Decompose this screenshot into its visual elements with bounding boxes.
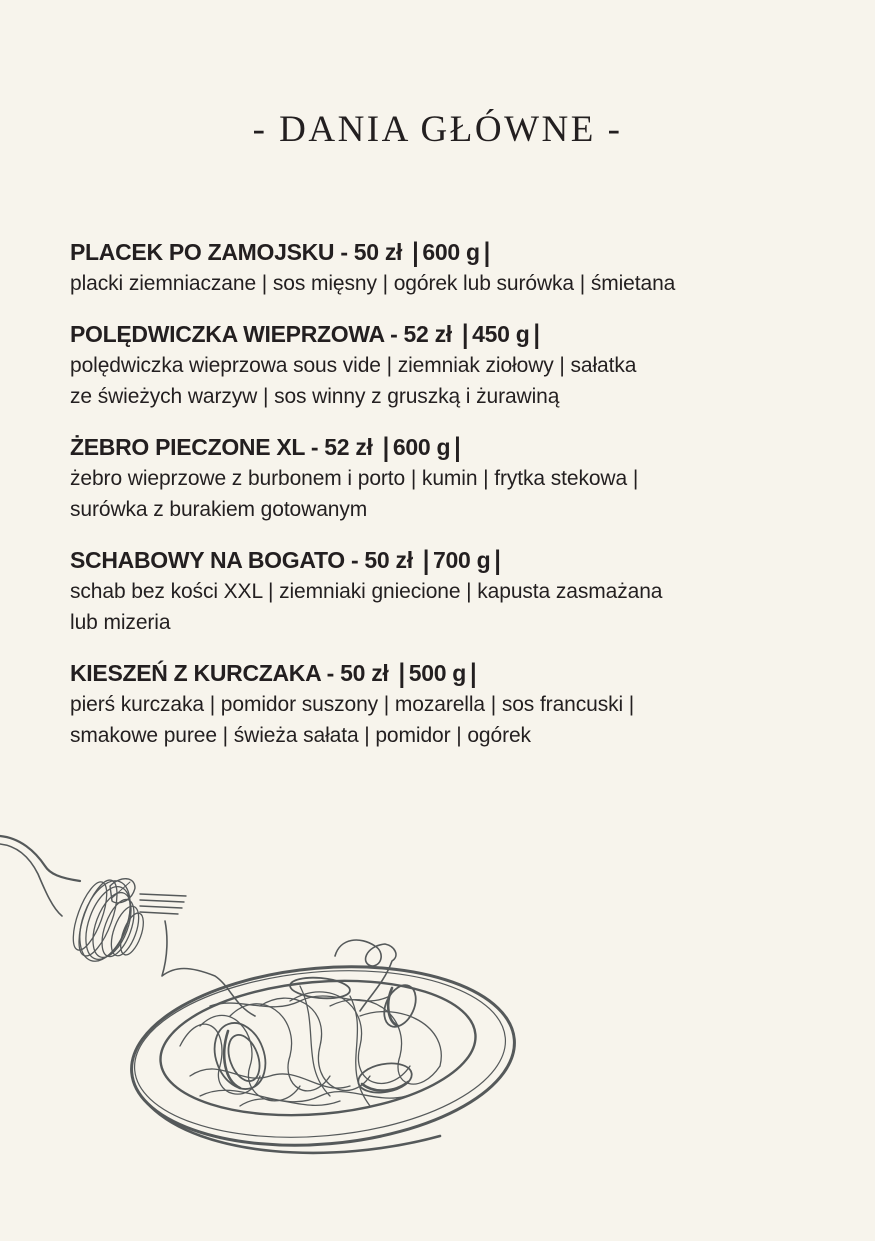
- dish-description-line: surówka z burakiem gotowanym: [70, 498, 368, 521]
- dash-separator: -: [383, 320, 404, 347]
- dash-separator: -: [304, 433, 325, 460]
- dish-price: 50 zł: [340, 659, 389, 686]
- pipe-separator: |: [533, 318, 540, 349]
- dish-price: 52 zł: [324, 433, 373, 460]
- spaghetti-plate-with-fork-icon: [0, 826, 530, 1171]
- dish-description-line: ze świeżych warzyw | sos winny z gruszką i żurawiną: [70, 385, 560, 408]
- dash-separator: -: [334, 239, 354, 265]
- dish-description-line: placki ziemniaczane | sos mięsny | ogórek lub surówka | śmietana: [70, 272, 676, 295]
- dish-weight: 700 g: [433, 546, 491, 573]
- dish-header: [70, 318, 810, 350]
- pipe-separator: |: [422, 544, 430, 575]
- dish-header: [70, 657, 810, 689]
- pipe-separator: |: [382, 431, 389, 462]
- dish-item: [70, 431, 810, 526]
- dash-separator: -: [344, 546, 365, 573]
- dish-header: [70, 544, 810, 576]
- dash-separator: -: [320, 659, 341, 686]
- pipe-separator: |: [412, 237, 419, 267]
- dish-item: [70, 318, 810, 413]
- dish-description-line: polędwiczka wieprzowa sous vide | ziemniak ziołowy | sałatka: [70, 353, 637, 377]
- dish-header: [70, 236, 810, 268]
- dish-item: [70, 657, 810, 752]
- pipe-separator: |: [494, 544, 501, 575]
- dish-name: KIESZEŃ Z KURCZAKA: [70, 659, 321, 686]
- dish-description-line: żebro wieprzowe z burbonem i porto | kumin | frytka stekowa |: [70, 466, 639, 490]
- pipe-separator: |: [470, 657, 477, 688]
- dish-description-line: pierś kurczaka | pomidor suszony | mozarella | sos francuski |: [70, 692, 635, 716]
- dish-description-line: lub mizeria: [70, 611, 171, 634]
- pipe-separator: |: [398, 657, 405, 688]
- dish-name: SCHABOWY NA BOGATO: [70, 546, 345, 573]
- pipe-separator: |: [454, 431, 461, 462]
- dish-weight: 500 g: [408, 659, 467, 686]
- pipe-separator: |: [462, 318, 469, 349]
- dish-weight: 450 g: [472, 320, 530, 347]
- dish-weight: 600 g: [392, 433, 451, 460]
- dish-description-line: smakowe puree | świeża sałata | pomidor | ogórek: [70, 724, 531, 747]
- menu-list: [70, 236, 810, 770]
- dish-name: POLĘDWICZKA WIEPRZOWA: [70, 320, 384, 347]
- page-title: - DANIA GŁÓWNE -: [252, 109, 623, 150]
- dish-name: PLACEK PO ZAMOJSKU: [70, 239, 335, 265]
- dish-price: 50 zł: [364, 546, 413, 573]
- dish-price: 50 zł: [353, 239, 403, 265]
- dish-item: [70, 236, 810, 300]
- dish-header: [70, 431, 810, 463]
- dish-description-line: schab bez kości XXL | ziemniaki gniecione | kapusta zasmażana: [70, 579, 663, 603]
- dish-weight: 600 g: [422, 239, 480, 265]
- pipe-separator: |: [483, 237, 490, 267]
- dish-name: ŻEBRO PIECZONE XL: [70, 433, 305, 460]
- dish-price: 52 zł: [403, 320, 452, 347]
- dish-item: [70, 544, 810, 639]
